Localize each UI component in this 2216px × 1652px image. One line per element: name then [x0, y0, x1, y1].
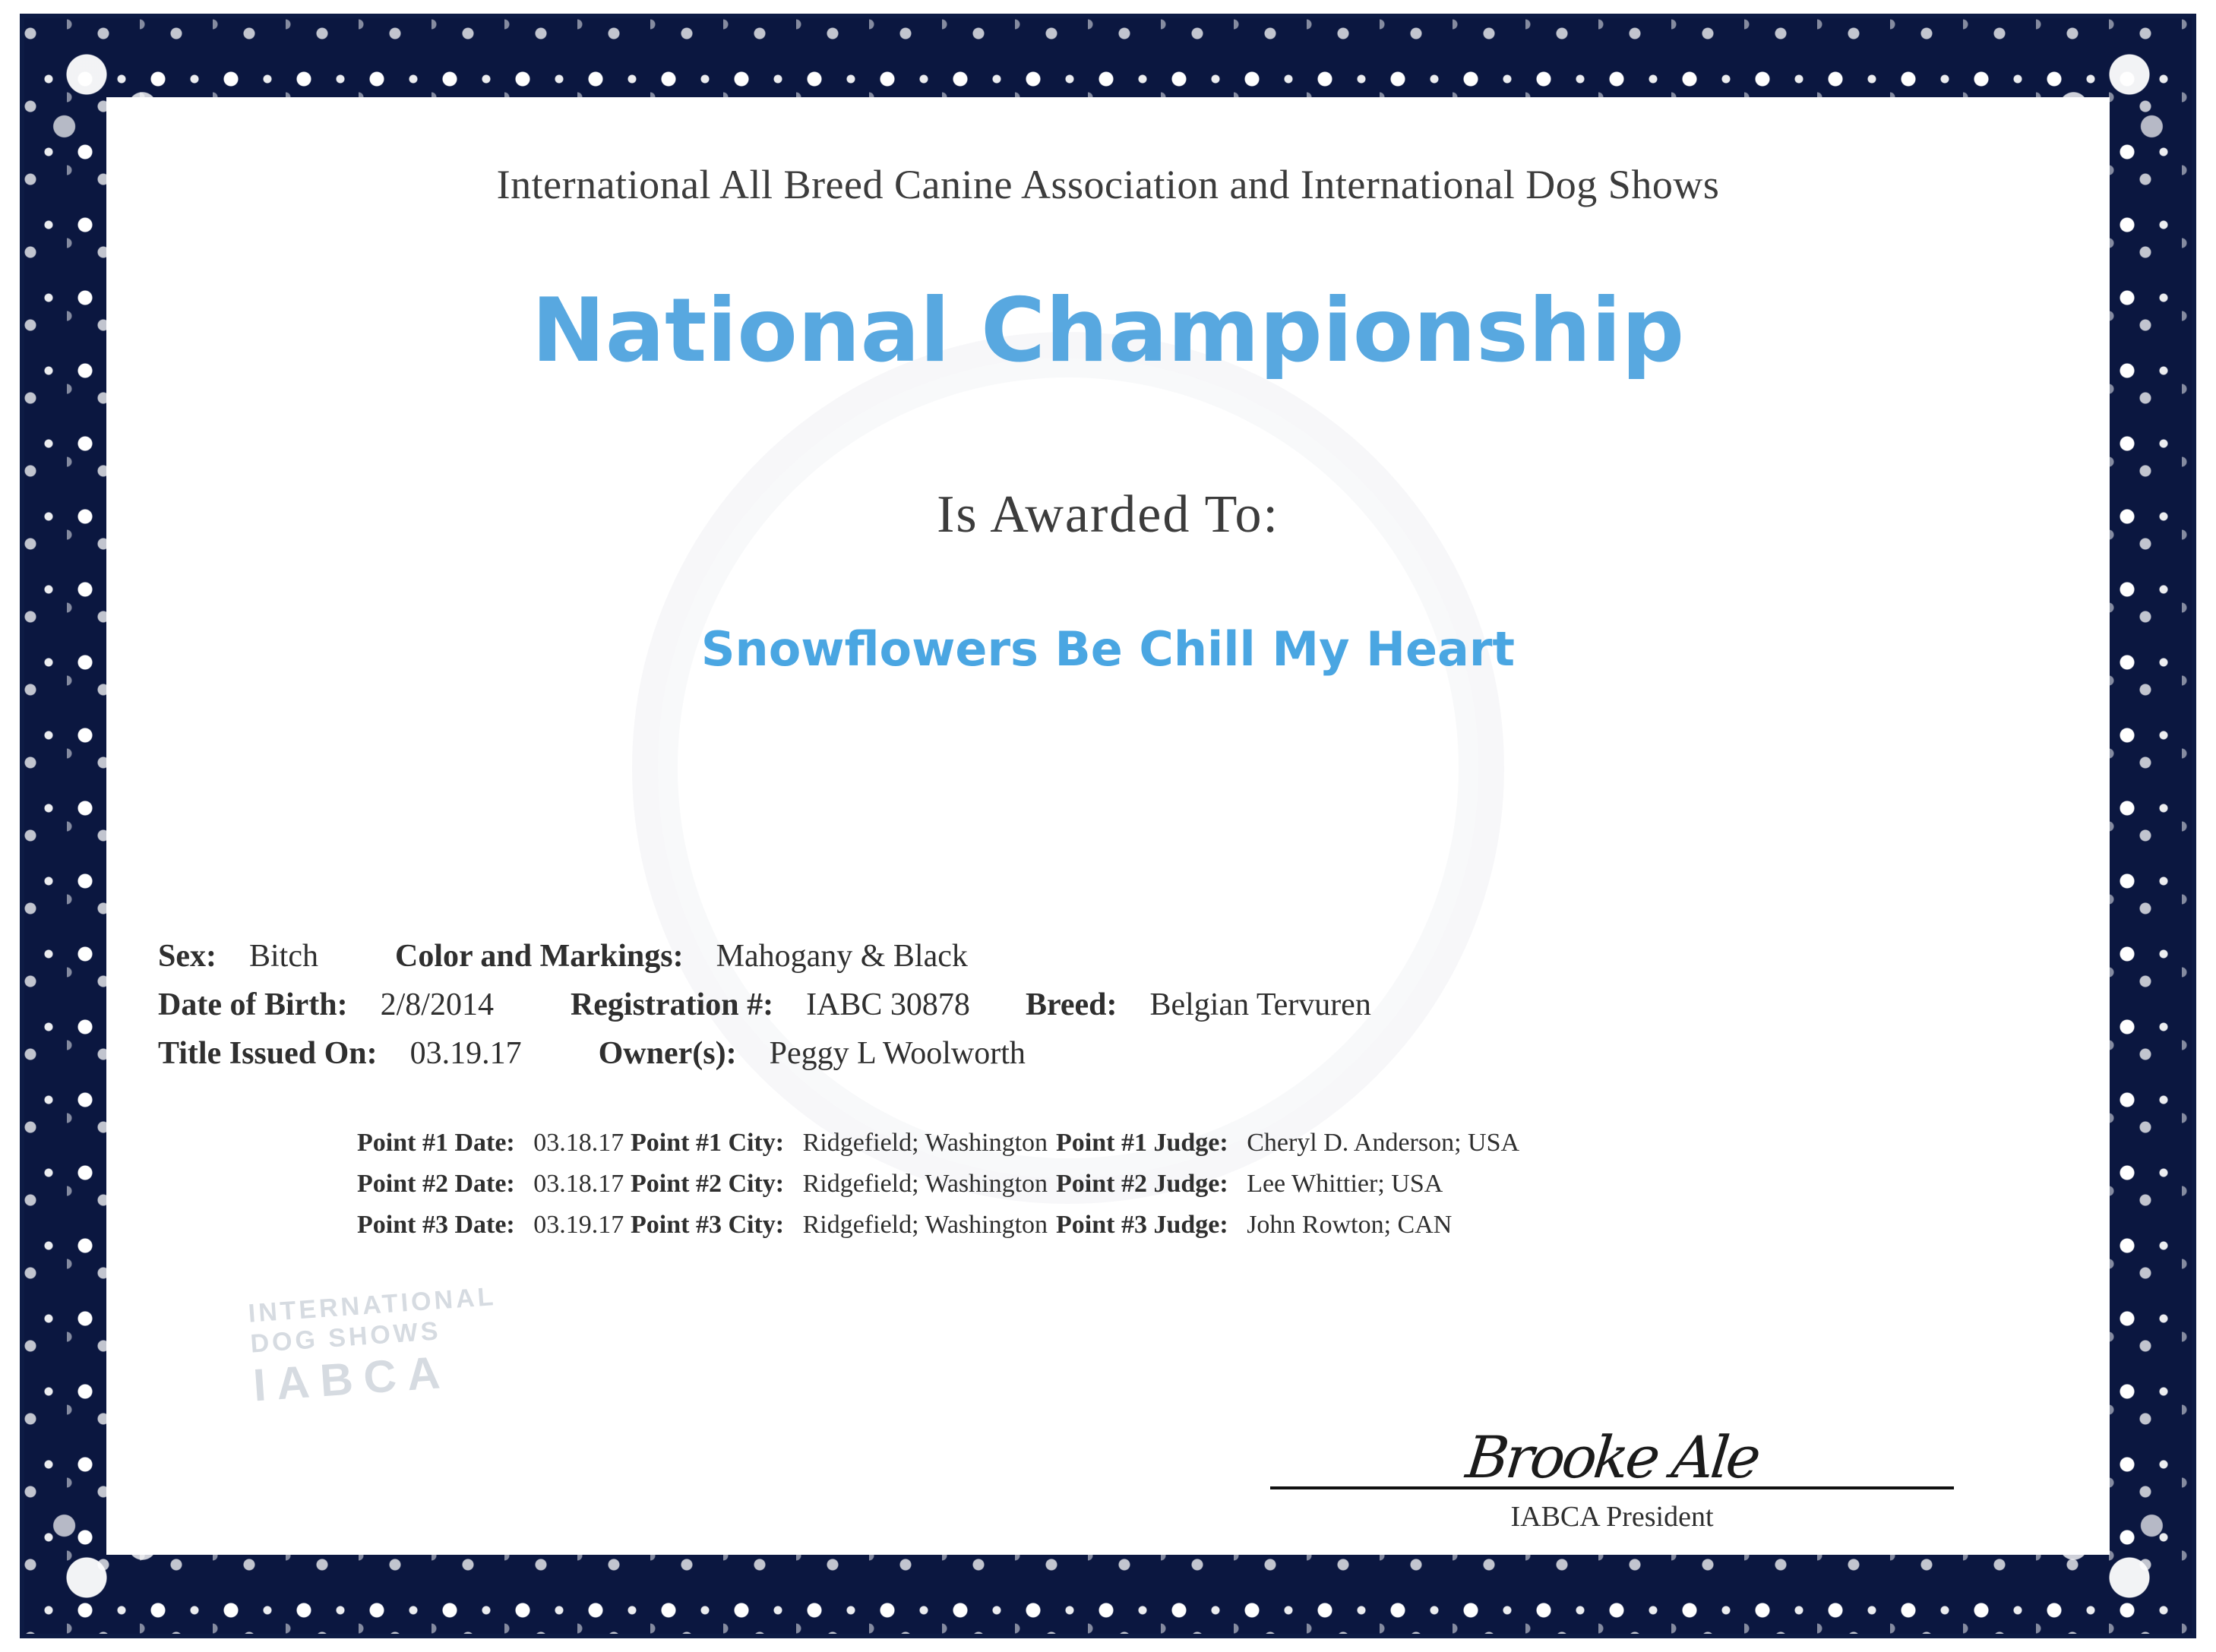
- point-date-cell: [357, 1129, 631, 1158]
- point-2-city-label: Point #2 City:: [631, 1170, 785, 1198]
- point-judge-cell: [1056, 1170, 1451, 1199]
- signature-block: [1270, 1423, 1954, 1534]
- point-judge-cell: [1056, 1129, 1520, 1158]
- point-judge-cell: [1056, 1211, 1451, 1240]
- certificate-content: [106, 97, 2110, 1555]
- point-2-judge-label: Point #2 Judge:: [1056, 1170, 1228, 1198]
- point-city-cell: [631, 1211, 1056, 1240]
- owner-label: Owner(s):: [598, 1036, 737, 1072]
- detail-row: [158, 1036, 2064, 1071]
- awarded-to-label: Is Awarded To:: [937, 485, 1279, 544]
- point-3-date-value: 03.19.17: [533, 1211, 624, 1239]
- point-1-judge-value: Cheryl D. Anderson; USA: [1247, 1129, 1520, 1157]
- breed-label: Breed:: [1025, 987, 1117, 1023]
- color-value: Mahogany & Black: [716, 939, 968, 974]
- dob-value: 2/8/2014: [380, 987, 494, 1023]
- signature-mark: Brooke Ale: [1462, 1423, 1762, 1491]
- detail-row: [158, 939, 2064, 974]
- watermark-line-3: IABCA: [251, 1346, 453, 1411]
- page-title: National Championship: [531, 280, 1685, 382]
- point-1-date-label: Point #1 Date:: [357, 1129, 515, 1157]
- point-2-date-value: 03.18.17: [533, 1170, 624, 1198]
- point-1-date-value: 03.18.17: [533, 1129, 624, 1157]
- point-1-city-label: Point #1 City:: [631, 1129, 785, 1157]
- detail-block: [158, 939, 2064, 1085]
- title-issued-label: Title Issued On:: [158, 1036, 378, 1072]
- watermark-text: [247, 1266, 725, 1414]
- watermark-line-2: DOG SHOWS: [249, 1316, 442, 1359]
- point-date-cell: [357, 1170, 631, 1199]
- detail-row: [158, 987, 2064, 1022]
- point-date-cell: [357, 1211, 631, 1240]
- breed-value: Belgian Tervuren: [1149, 987, 1371, 1023]
- point-3-judge-value: John Rowton; CAN: [1247, 1211, 1453, 1239]
- table-row: [357, 1129, 2018, 1158]
- point-2-city-value: Ridgefield; Washington: [802, 1170, 1048, 1198]
- organization-title: International All Breed Canine Association and International Dog Shows: [496, 162, 1720, 207]
- point-3-city-value: Ridgefield; Washington: [802, 1211, 1048, 1239]
- points-table: [357, 1129, 2018, 1252]
- point-3-city-label: Point #3 City:: [631, 1211, 785, 1239]
- point-3-judge-label: Point #3 Judge:: [1056, 1211, 1228, 1239]
- point-1-city-value: Ridgefield; Washington: [802, 1129, 1048, 1157]
- dob-label: Date of Birth:: [158, 987, 348, 1023]
- signature-title: IABCA President: [1510, 1501, 1714, 1533]
- point-city-cell: [631, 1170, 1056, 1199]
- sex-value: Bitch: [249, 939, 318, 974]
- table-row: [357, 1170, 2018, 1199]
- point-1-judge-label: Point #1 Judge:: [1056, 1129, 1228, 1157]
- registration-label: Registration #:: [570, 987, 774, 1023]
- table-row: [357, 1211, 2018, 1240]
- sex-label: Sex:: [158, 939, 217, 974]
- registration-value: IABC 30878: [806, 987, 970, 1023]
- recipient-name: Snowflowers Be Chill My Heart: [700, 621, 1516, 677]
- owner-value: Peggy L Woolworth: [769, 1036, 1026, 1072]
- watermark-line-1: INTERNATIONAL: [247, 1281, 498, 1328]
- point-2-judge-value: Lee Whittier; USA: [1247, 1170, 1443, 1198]
- point-3-date-label: Point #3 Date:: [357, 1211, 515, 1239]
- title-issued-value: 03.19.17: [409, 1036, 522, 1072]
- point-city-cell: [631, 1129, 1056, 1158]
- point-2-date-label: Point #2 Date:: [357, 1170, 515, 1198]
- color-label: Color and Markings:: [395, 939, 684, 974]
